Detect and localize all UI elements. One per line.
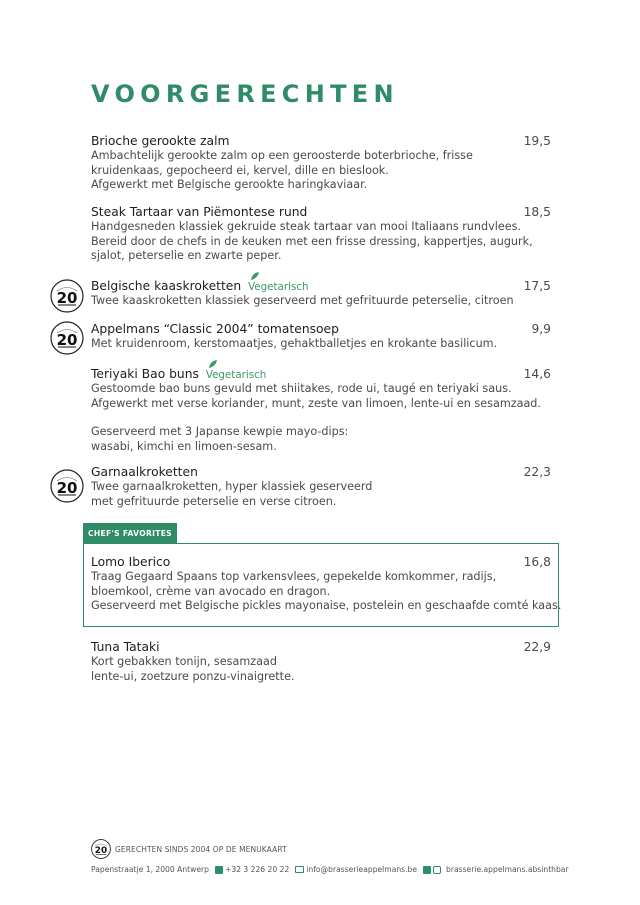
dish-price: 16,8: [523, 555, 551, 569]
dish-description-line: Kort gebakken tonijn, sesamzaad: [91, 655, 277, 668]
dish-name: Belgische kaaskroketten: [91, 279, 242, 293]
dish-name: Teriyaki Bao buns: [91, 367, 199, 381]
dish-description-line: wasabi, kimchi en limoen-sesam.: [91, 439, 277, 453]
footer-note: [91, 838, 287, 860]
section-title: VOORGERECHTEN: [91, 80, 399, 108]
dish-description-line: Met kruidenroom, kerstomaatjes, gehaktballetjes en krokante basilicum.: [91, 337, 498, 350]
dish-description-line: met gefrituurde peterselie en verse citroen.: [91, 494, 337, 508]
dish-description-line: Ambachtelijk gerookte zalm op een geroosterde boterbrioche, frisse: [91, 149, 473, 162]
dish-name: Tuna Tataki: [91, 640, 160, 654]
vegetarian-text: Vegetarisch: [205, 369, 267, 381]
dish-price: 9,9: [531, 322, 551, 336]
menu-item: [91, 322, 551, 352]
dish-price: 22,9: [523, 640, 551, 654]
since-2004-badge-icon: [50, 279, 84, 313]
dish-description-line: bloemkool, crème van avocado en dragon.: [91, 584, 331, 598]
dish-description-line: kruidenkaas, gepocheerd ei, kervel, dille en bieslook.: [91, 163, 389, 177]
instagram-icon[interactable]: [433, 866, 441, 874]
menu-item: [91, 555, 562, 614]
menu-item: [91, 205, 551, 264]
leaf-icon: [208, 359, 218, 369]
badge-number: 20: [94, 846, 108, 857]
mail-icon: [295, 866, 304, 873]
footer-social[interactable]: brasserie.appelmans.absinthbar: [446, 865, 569, 874]
menu-item: [91, 134, 551, 193]
footer-address: Papenstraatje 1, 2000 Antwerp: [91, 865, 209, 874]
footer-email[interactable]: info@brasserieappelmans.be: [306, 865, 418, 874]
chefs-favorites-label: CHEF'S FAVORITES: [83, 523, 177, 544]
footer-contact: [91, 865, 569, 874]
dish-name: Lomo Iberico: [91, 555, 171, 569]
since-2004-badge-icon: [91, 839, 111, 859]
vegetarian-text: Vegetarisch: [248, 281, 309, 293]
dish-description-line: Twee garnaalkroketten, hyper klassiek geserveerd: [91, 480, 373, 493]
badge-number: 20: [56, 331, 78, 349]
since-2004-badge-icon: [50, 321, 84, 355]
dish-name: Steak Tartaar van Piëmontese rund: [91, 205, 308, 219]
dish-description-line: Geserveerd met Belgische pickles mayonaise, postelein en geschaafde comté kaas.: [91, 599, 562, 613]
vegetarian-label: [248, 280, 308, 295]
dish-price: 14,6: [523, 367, 551, 381]
badge-number: 20: [56, 289, 78, 307]
dish-name: Brioche gerookte zalm: [91, 134, 230, 148]
footer-phone[interactable]: +32 3 226 20 22: [224, 865, 290, 874]
menu-item: [91, 279, 551, 309]
facebook-icon[interactable]: [423, 866, 431, 874]
menu-item: [91, 465, 551, 509]
dish-description-line: sjalot, peterselie en zwarte peper.: [91, 249, 282, 263]
phone-icon: [215, 866, 223, 874]
since-2004-badge-icon: [50, 469, 84, 503]
dish-description-line: Handgesneden klassiek gekruide steak tartaar van mooi Italiaans rundvlees.: [91, 220, 521, 233]
dish-price: 22,3: [523, 465, 551, 479]
dish-price: 18,5: [523, 205, 551, 219]
dish-description-line: Twee kaaskroketten klassiek geserveerd met gefrituurde peterselie, citroen: [91, 294, 514, 307]
dish-description-line: Afgewerkt met verse koriander, munt, zeste van limoen, lente-ui en sesamzaad.: [91, 396, 541, 410]
dish-description-line: Geserveerd met 3 Japanse kewpie mayo-dips:: [91, 425, 349, 439]
dish-price: 17,5: [523, 279, 551, 293]
dish-price: 19,5: [523, 134, 551, 148]
menu-item: [91, 640, 551, 684]
dish-name: Appelmans “Classic 2004” tomatensoep: [91, 322, 339, 336]
dish-description-line: Afgewerkt met Belgische gerookte haringkaviaar.: [91, 178, 368, 192]
leaf-icon: [250, 271, 260, 281]
dish-description-line: Gestoomde bao buns gevuld met shiitakes, rode ui, taugé en teriyaki saus.: [91, 382, 512, 395]
footer-note-text: GERECHTEN SINDS 2004 OP DE MENUKAART: [115, 844, 287, 854]
menu-item: [91, 367, 551, 454]
vegetarian-label: [206, 368, 266, 383]
dish-description-line: Traag Gegaard Spaans top varkensvlees, gepekelde komkommer, radijs,: [91, 570, 497, 583]
dish-description-line: Bereid door de chefs in de keuken met een frisse dressing, kappertjes, augurk,: [91, 234, 533, 248]
dish-description-line: lente-ui, zoetzure ponzu-vinaigrette.: [91, 669, 295, 683]
badge-number: 20: [56, 479, 78, 497]
dish-name: Garnaalkroketten: [91, 465, 198, 479]
